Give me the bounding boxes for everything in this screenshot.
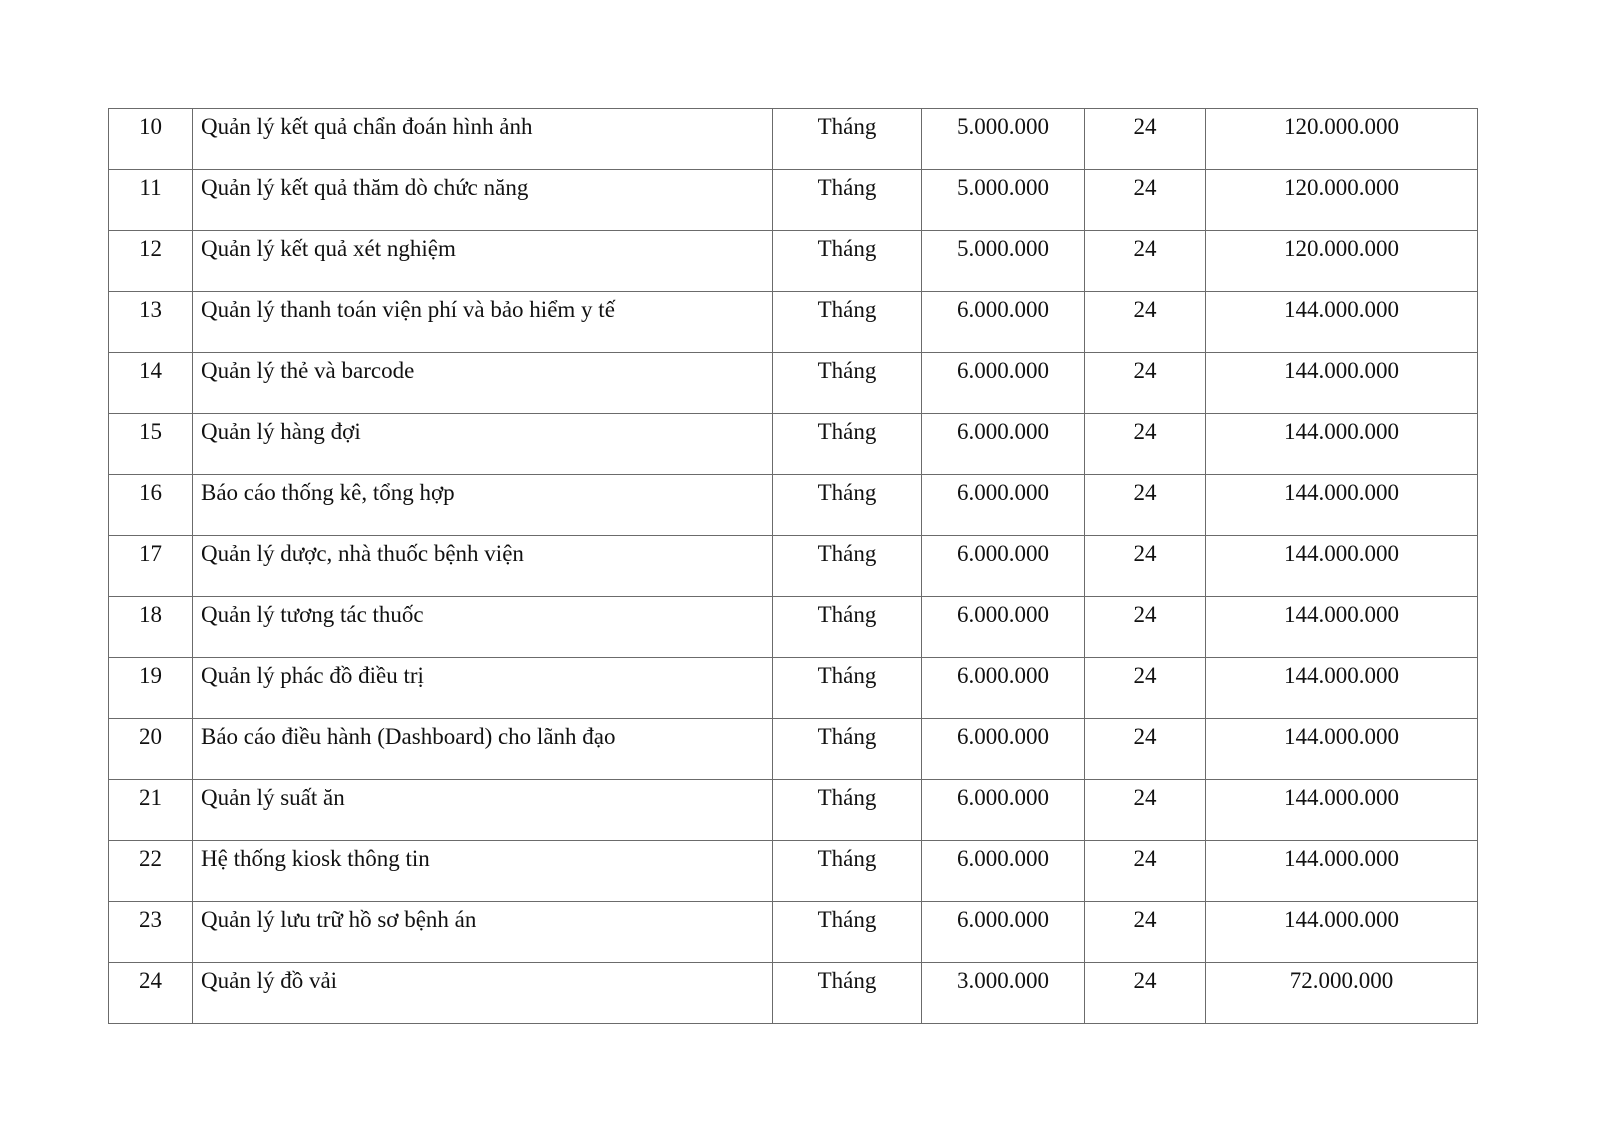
unit-price-cell: 6.000.000	[922, 353, 1085, 414]
item-name-cell: Quản lý kết quả xét nghiệm	[193, 231, 773, 292]
item-name-cell: Quản lý kết quả chẩn đoán hình ảnh	[193, 109, 773, 170]
unit-price-cell: 5.000.000	[922, 231, 1085, 292]
unit-cell: Tháng	[773, 231, 922, 292]
row-number-cell: 19	[109, 658, 193, 719]
quantity-cell: 24	[1085, 353, 1206, 414]
table-row	[109, 963, 1478, 1024]
total-cell: 72.000.000	[1206, 963, 1478, 1024]
item-name-cell: Hệ thống kiosk thông tin	[193, 841, 773, 902]
item-name-cell: Quản lý lưu trữ hồ sơ bệnh án	[193, 902, 773, 963]
item-name-cell: Quản lý suất ăn	[193, 780, 773, 841]
row-number-cell: 20	[109, 719, 193, 780]
unit-cell: Tháng	[773, 902, 922, 963]
row-number-cell: 17	[109, 536, 193, 597]
total-cell: 144.000.000	[1206, 719, 1478, 780]
item-name-cell: Quản lý phác đồ điều trị	[193, 658, 773, 719]
unit-cell: Tháng	[773, 475, 922, 536]
unit-price-cell: 6.000.000	[922, 475, 1085, 536]
item-name-cell: Quản lý tương tác thuốc	[193, 597, 773, 658]
unit-price-cell: 5.000.000	[922, 170, 1085, 231]
unit-price-cell: 6.000.000	[922, 780, 1085, 841]
item-name-cell: Quản lý dược, nhà thuốc bệnh viện	[193, 536, 773, 597]
unit-cell: Tháng	[773, 963, 922, 1024]
quantity-cell: 24	[1085, 292, 1206, 353]
total-cell: 144.000.000	[1206, 536, 1478, 597]
quantity-cell: 24	[1085, 231, 1206, 292]
total-cell: 144.000.000	[1206, 841, 1478, 902]
unit-cell: Tháng	[773, 414, 922, 475]
unit-cell: Tháng	[773, 170, 922, 231]
table-row	[109, 780, 1478, 841]
row-number-cell: 16	[109, 475, 193, 536]
table-row	[109, 292, 1478, 353]
quantity-cell: 24	[1085, 841, 1206, 902]
quantity-cell: 24	[1085, 780, 1206, 841]
table-row	[109, 597, 1478, 658]
quantity-cell: 24	[1085, 719, 1206, 780]
table-row	[109, 841, 1478, 902]
unit-price-cell: 6.000.000	[922, 536, 1085, 597]
item-name-cell: Báo cáo điều hành (Dashboard) cho lãnh đạo	[193, 719, 773, 780]
row-number-cell: 14	[109, 353, 193, 414]
unit-cell: Tháng	[773, 841, 922, 902]
item-name-cell: Quản lý thẻ và barcode	[193, 353, 773, 414]
unit-price-cell: 6.000.000	[922, 597, 1085, 658]
unit-cell: Tháng	[773, 292, 922, 353]
unit-cell: Tháng	[773, 780, 922, 841]
item-name-cell: Quản lý thanh toán viện phí và bảo hiểm y tế	[193, 292, 773, 353]
row-number-cell: 15	[109, 414, 193, 475]
row-number-cell: 13	[109, 292, 193, 353]
table-row	[109, 536, 1478, 597]
item-name-cell: Quản lý kết quả thăm dò chức năng	[193, 170, 773, 231]
quantity-cell: 24	[1085, 963, 1206, 1024]
unit-cell: Tháng	[773, 353, 922, 414]
table-row	[109, 658, 1478, 719]
total-cell: 144.000.000	[1206, 597, 1478, 658]
item-name-cell: Báo cáo thống kê, tổng hợp	[193, 475, 773, 536]
table-row	[109, 231, 1478, 292]
table-row	[109, 109, 1478, 170]
row-number-cell: 10	[109, 109, 193, 170]
unit-cell: Tháng	[773, 536, 922, 597]
item-name-cell: Quản lý đồ vải	[193, 963, 773, 1024]
row-number-cell: 23	[109, 902, 193, 963]
quantity-cell: 24	[1085, 597, 1206, 658]
total-cell: 120.000.000	[1206, 170, 1478, 231]
unit-cell: Tháng	[773, 658, 922, 719]
table-row	[109, 475, 1478, 536]
price-table	[108, 108, 1478, 1024]
quantity-cell: 24	[1085, 475, 1206, 536]
table-row	[109, 719, 1478, 780]
total-cell: 120.000.000	[1206, 109, 1478, 170]
item-name-cell: Quản lý hàng đợi	[193, 414, 773, 475]
quantity-cell: 24	[1085, 658, 1206, 719]
total-cell: 144.000.000	[1206, 475, 1478, 536]
table-row	[109, 170, 1478, 231]
quantity-cell: 24	[1085, 109, 1206, 170]
table-body	[109, 109, 1478, 1024]
quantity-cell: 24	[1085, 536, 1206, 597]
unit-price-cell: 6.000.000	[922, 719, 1085, 780]
row-number-cell: 11	[109, 170, 193, 231]
unit-cell: Tháng	[773, 719, 922, 780]
unit-price-cell: 6.000.000	[922, 841, 1085, 902]
total-cell: 144.000.000	[1206, 292, 1478, 353]
table-row	[109, 414, 1478, 475]
quantity-cell: 24	[1085, 902, 1206, 963]
total-cell: 144.000.000	[1206, 353, 1478, 414]
row-number-cell: 18	[109, 597, 193, 658]
unit-price-cell: 6.000.000	[922, 658, 1085, 719]
quantity-cell: 24	[1085, 414, 1206, 475]
table-row	[109, 353, 1478, 414]
unit-price-cell: 6.000.000	[922, 902, 1085, 963]
unit-price-cell: 3.000.000	[922, 963, 1085, 1024]
row-number-cell: 21	[109, 780, 193, 841]
unit-price-cell: 5.000.000	[922, 109, 1085, 170]
total-cell: 144.000.000	[1206, 414, 1478, 475]
total-cell: 144.000.000	[1206, 658, 1478, 719]
total-cell: 144.000.000	[1206, 780, 1478, 841]
total-cell: 144.000.000	[1206, 902, 1478, 963]
total-cell: 120.000.000	[1206, 231, 1478, 292]
unit-price-cell: 6.000.000	[922, 292, 1085, 353]
row-number-cell: 12	[109, 231, 193, 292]
unit-cell: Tháng	[773, 597, 922, 658]
quantity-cell: 24	[1085, 170, 1206, 231]
table-row	[109, 902, 1478, 963]
unit-price-cell: 6.000.000	[922, 414, 1085, 475]
row-number-cell: 22	[109, 841, 193, 902]
unit-cell: Tháng	[773, 109, 922, 170]
row-number-cell: 24	[109, 963, 193, 1024]
